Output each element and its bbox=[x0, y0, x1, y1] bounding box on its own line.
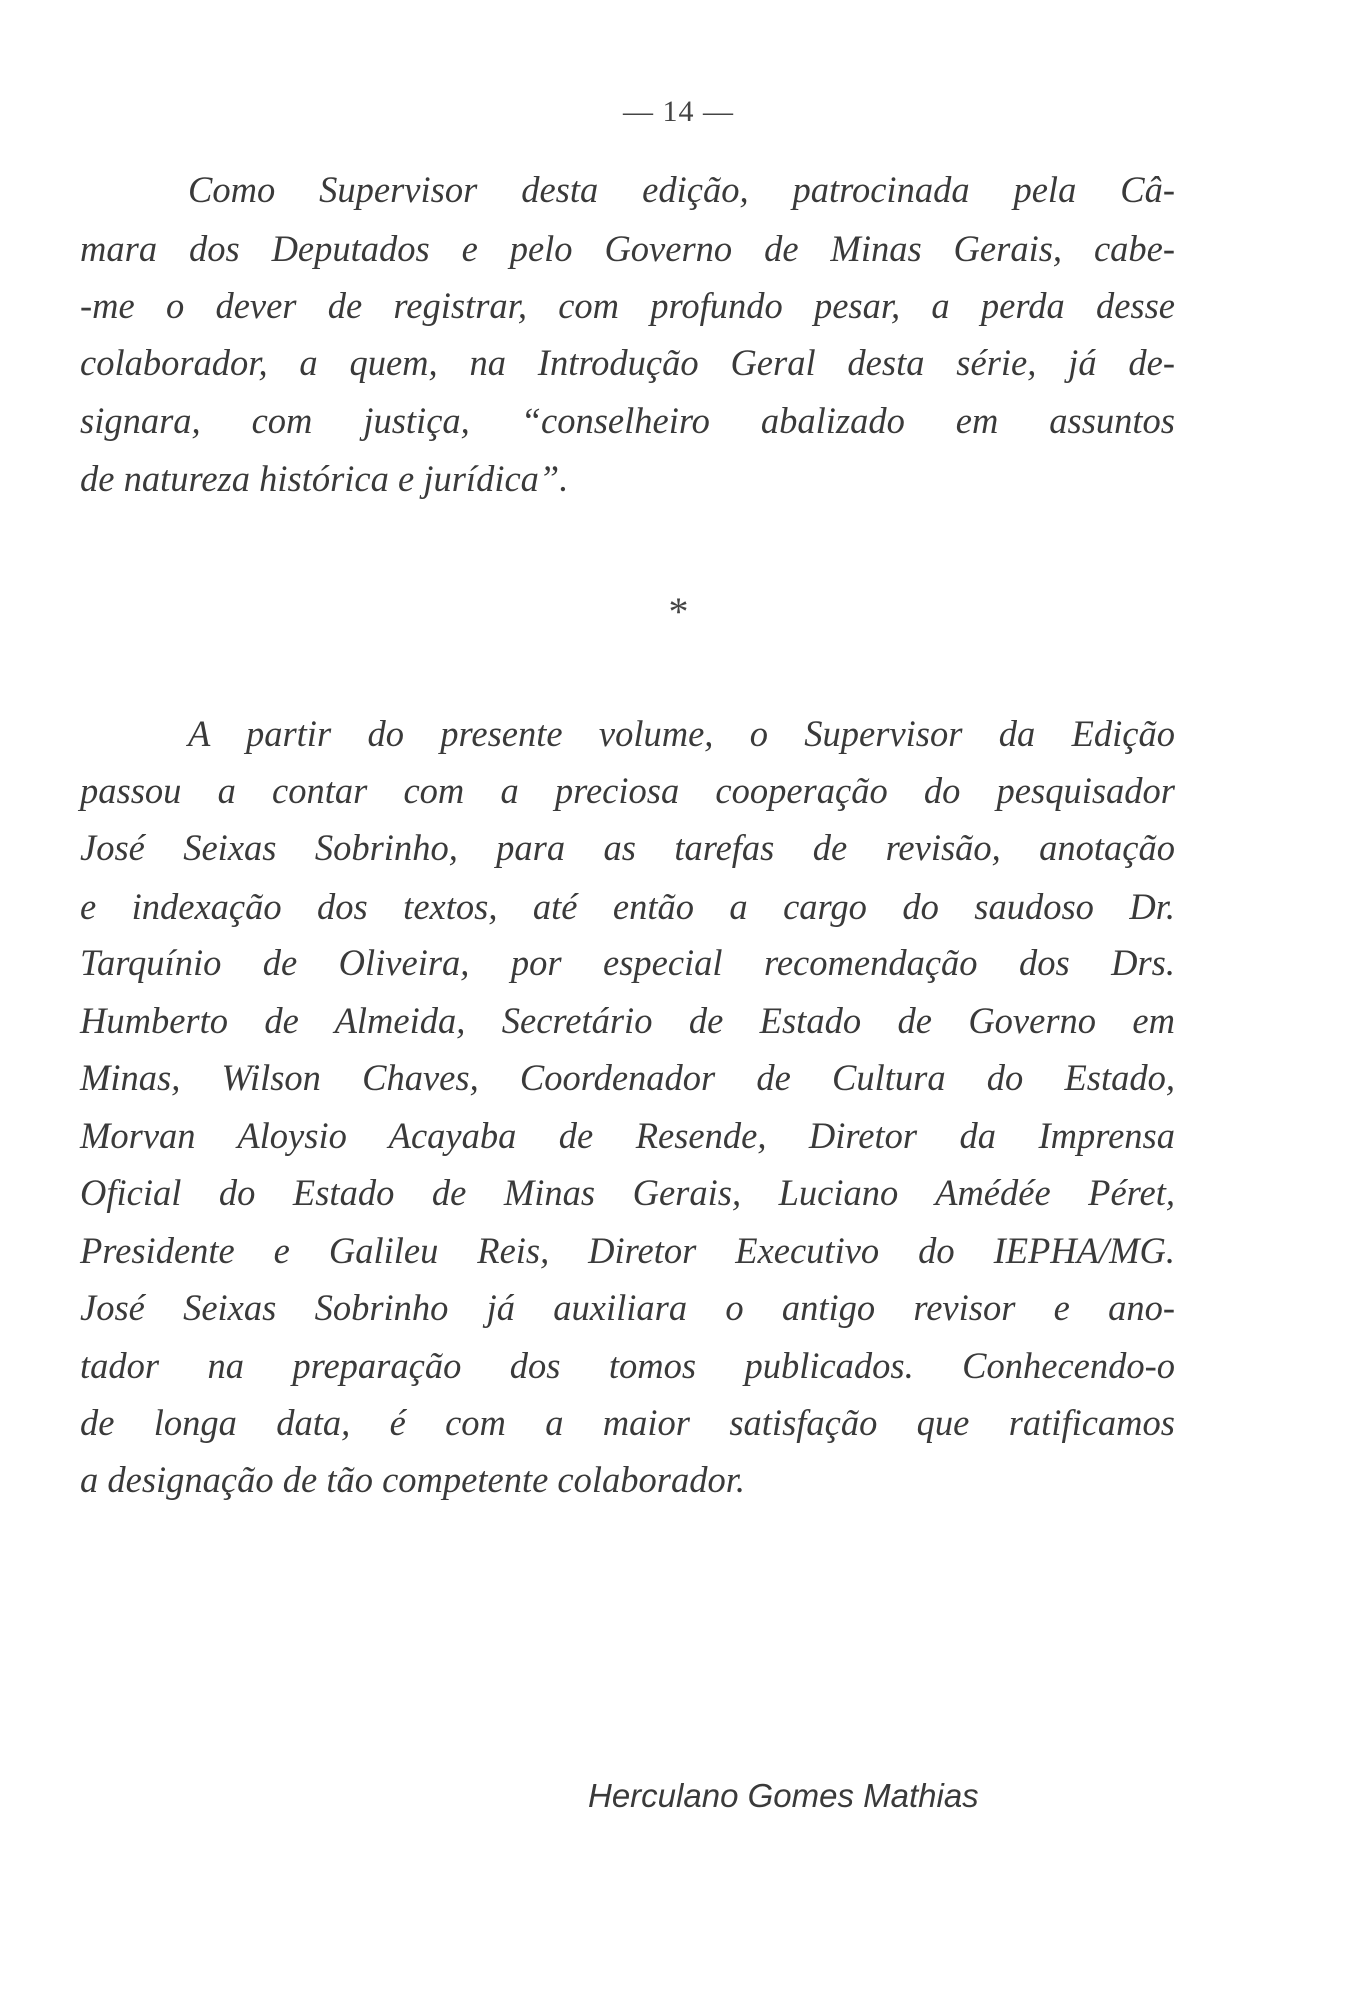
paragraph-line: A partir do presente volume, o Supervisor da Edição bbox=[188, 713, 1175, 754]
paragraph-line: Oficial do Estado de Minas Gerais, Luciano Amédée Péret, bbox=[80, 1172, 1175, 1213]
page-number: — 14 — bbox=[623, 95, 734, 128]
paragraph-line: Tarquínio de Oliveira, por especial recomendação dos Drs. bbox=[80, 942, 1175, 983]
paragraph-line: colaborador, a quem, na Introdução Geral desta série, já de- bbox=[80, 342, 1175, 383]
paragraph-line: Morvan Aloysio Acayaba de Resende, Diretor da Imprensa bbox=[80, 1115, 1175, 1156]
paragraph-line: Humberto de Almeida, Secretário de Estado de Governo em bbox=[80, 1000, 1175, 1041]
paragraph-line: passou a contar com a preciosa cooperação do pesquisador bbox=[80, 770, 1175, 811]
paragraph-line: a designação de tão competente colaborador. bbox=[80, 1459, 745, 1500]
paragraph-line: José Seixas Sobrinho já auxiliara o antigo revisor e ano- bbox=[80, 1287, 1175, 1328]
paragraph-line: José Seixas Sobrinho, para as tarefas de revisão, anotação bbox=[80, 827, 1175, 868]
paragraph-line: -me o dever de registrar, com profundo pesar, a perda desse bbox=[80, 285, 1175, 326]
paragraph-line: mara dos Deputados e pelo Governo de Minas Gerais, cabe- bbox=[80, 228, 1175, 269]
paragraph-line: e indexação dos textos, até então a cargo do saudoso Dr. bbox=[80, 886, 1175, 927]
paragraph-line: tador na preparação dos tomos publicados. Conhecendo-o bbox=[80, 1345, 1175, 1386]
paragraph-line: de natureza histórica e jurídica”. bbox=[80, 458, 569, 499]
paragraph-line: Presidente e Galileu Reis, Diretor Executivo do IEPHA/MG. bbox=[80, 1230, 1175, 1271]
paragraph-line: signara, com justiça, “conselheiro abalizado em assuntos bbox=[80, 400, 1175, 441]
paragraph-line: Minas, Wilson Chaves, Coordenador de Cultura do Estado, bbox=[80, 1057, 1175, 1098]
paragraph-line: Como Supervisor desta edição, patrocinada pela Câ- bbox=[188, 169, 1175, 210]
paragraph-line: de longa data, é com a maior satisfação que ratificamos bbox=[80, 1402, 1175, 1443]
author-signature: Herculano Gomes Mathias bbox=[588, 1777, 979, 1814]
section-separator: * bbox=[668, 589, 689, 634]
